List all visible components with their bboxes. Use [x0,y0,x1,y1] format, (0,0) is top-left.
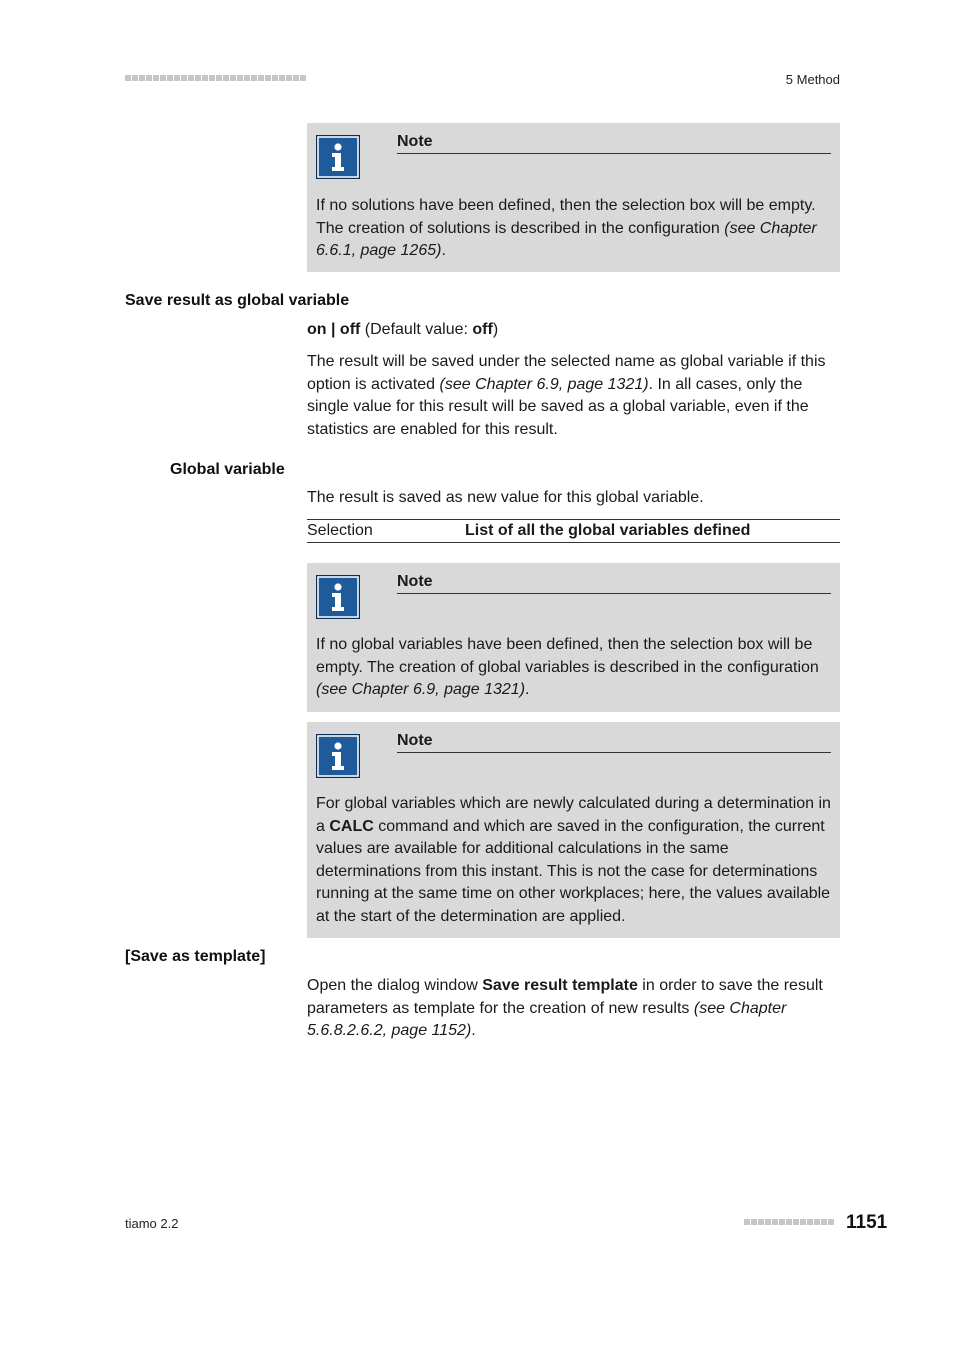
paragraph: Open the dialog window Save result template in order to save the result parameters as template for the creation of new results (see Chapter 5.6.8.2.6.2, page 1152). [307,977,823,1039]
footer-product: tiamo 2.2 [125,1216,179,1231]
note-title: Note [397,573,831,594]
info-icon [316,575,360,619]
subsection-heading: Global variable [170,461,285,478]
note-title: Note [397,133,831,154]
paragraph: The result will be saved under the selected name as global variable if this option is activated (see Chapter 6.9, page 1321). In all cases, only the single value for this result will be saved as a global variable, even if the statistics are enabled for this result. [307,353,826,438]
paragraph: The result is saved as new value for this global variable. [307,489,704,506]
note-box [307,722,840,938]
info-icon [316,135,360,179]
section-heading: Save result as global variable [125,292,350,309]
page-number: 1151 [846,1212,888,1233]
note-title: Note [397,732,831,753]
note-body: If no solutions have been defined, then the selection box will be empty. The creation of solutions is described in the configuration (see Chapter 6.6.1, page 1265). [316,197,817,259]
note-box [307,123,840,272]
note-box [307,563,840,712]
footer-decoration [744,1219,834,1225]
info-icon [316,734,360,778]
note-body: For global variables which are newly calculated during a determination in a CALC command and which are saved in the configuration, the current values are available for additional calculations in the same determinations from this instant. This is not the case for determinations running at the same time on other workplaces; here, the values available at the start of the determination are applied. [316,795,831,925]
note-body: If no global variables have been defined, then the selection box will be empty. The creation of global variables is described in the configuration (see Chapter 6.9, page 1321). [316,636,819,698]
selection-table [307,519,840,543]
selection-value: List of all the global variables defined [465,522,751,539]
selection-label: Selection [307,522,373,539]
option-values: on | off (Default value: off) [307,321,499,338]
section-heading: [Save as template] [125,948,266,965]
header-decoration [125,75,306,81]
header-chapter: 5 Method [785,72,840,87]
